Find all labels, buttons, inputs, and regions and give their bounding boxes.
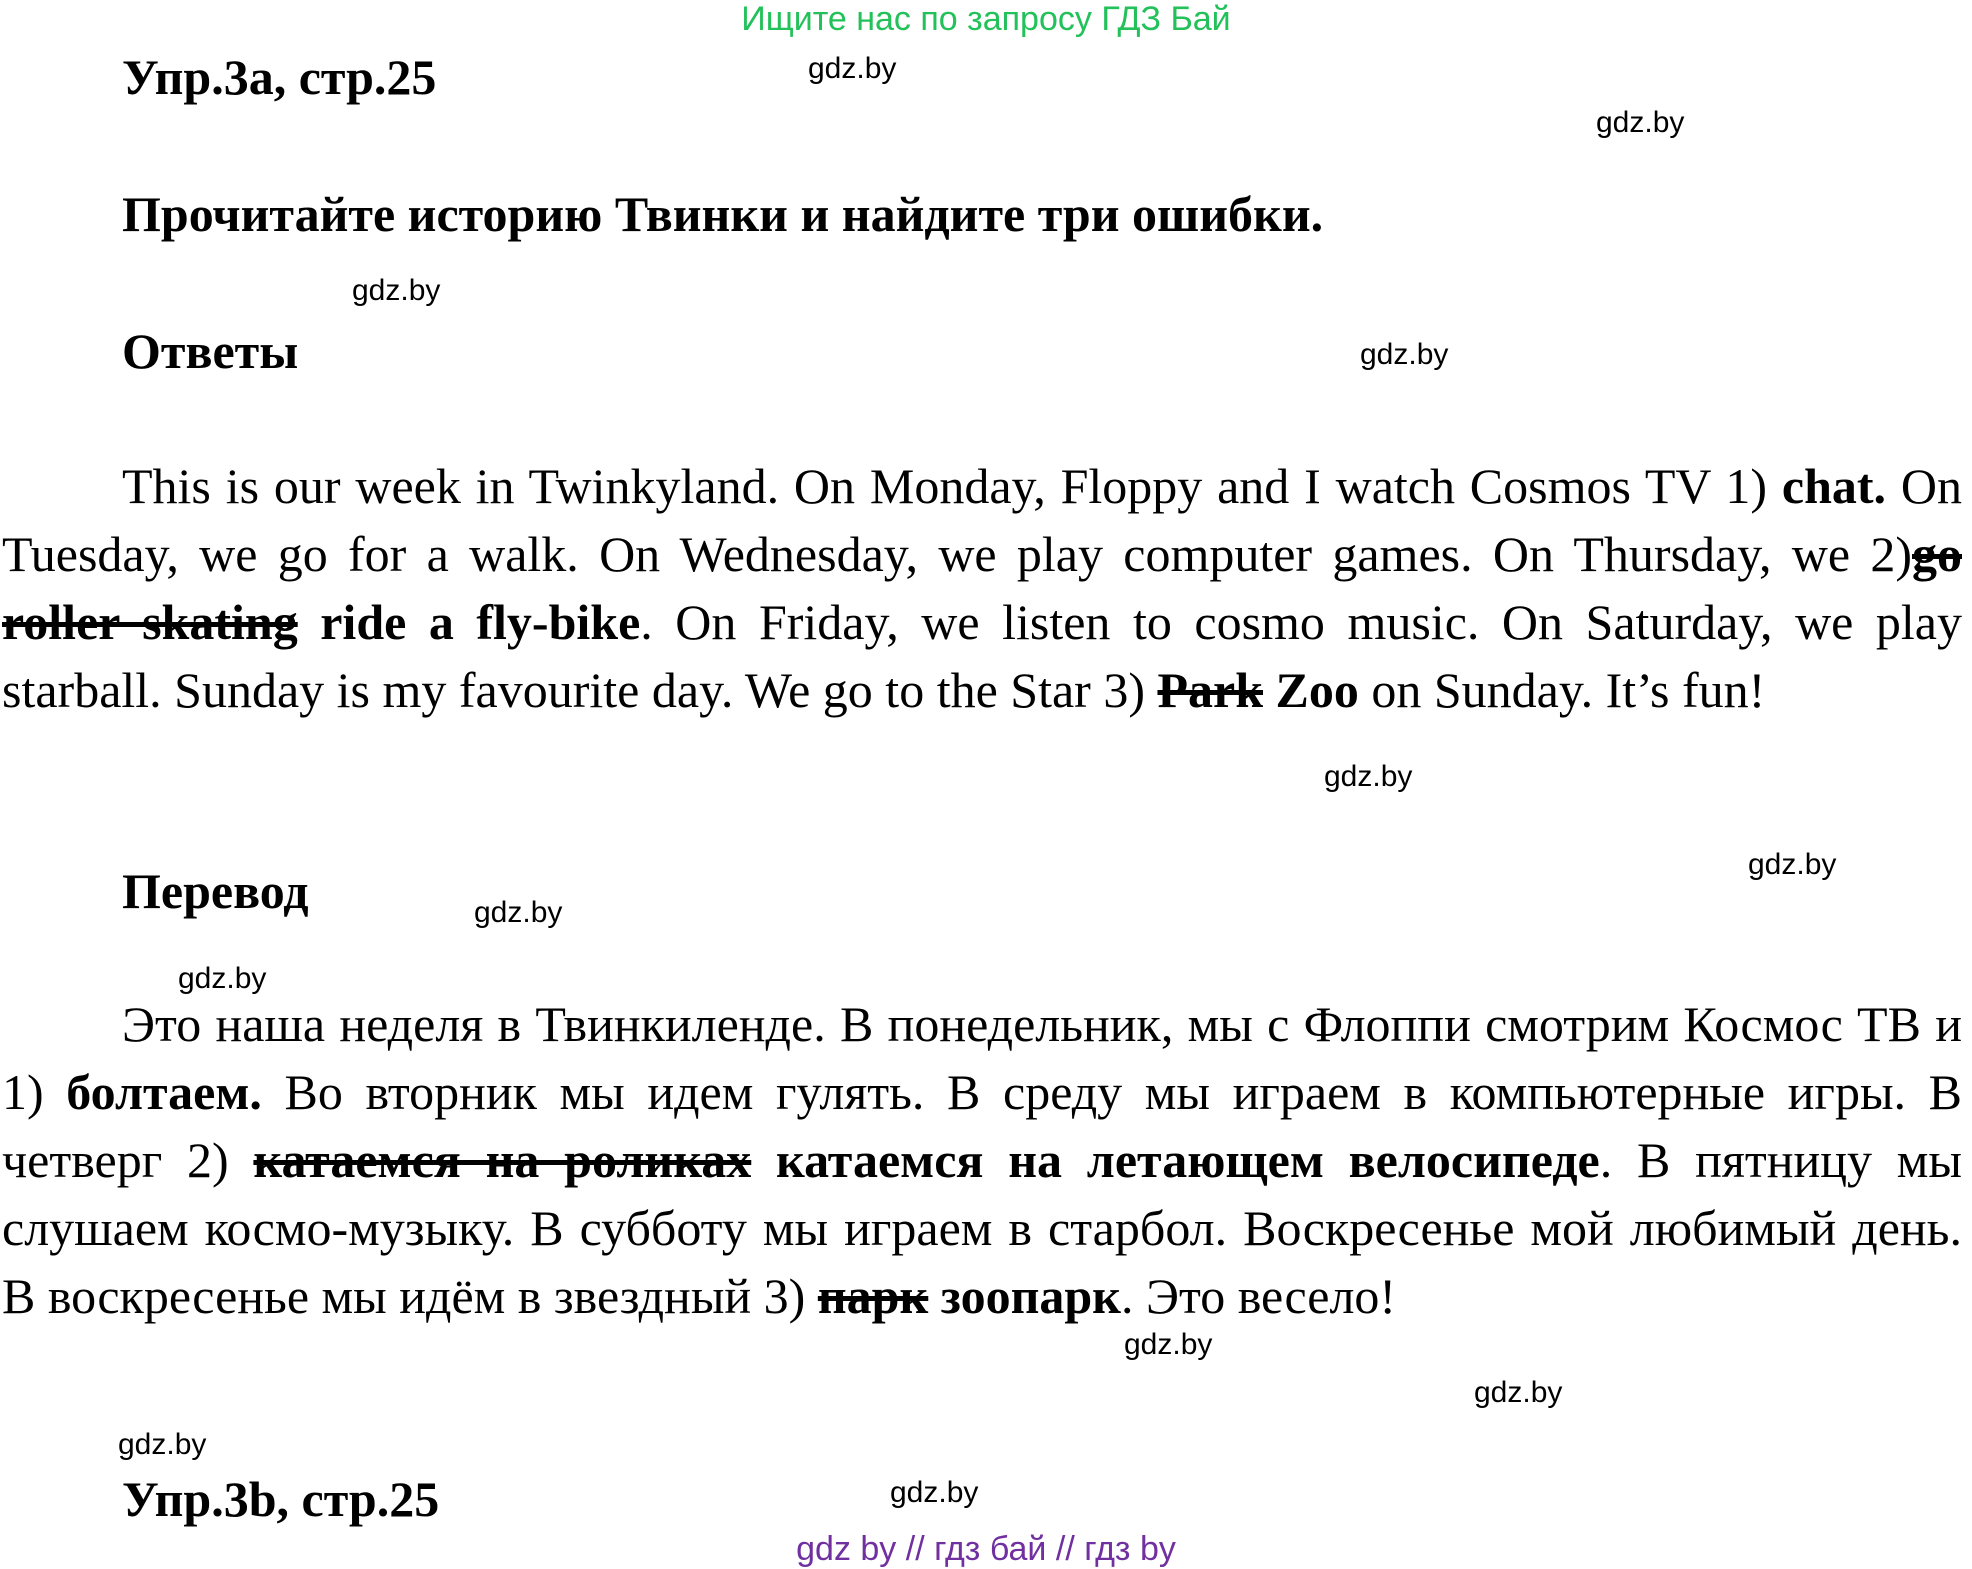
ru-space-1 bbox=[751, 1132, 776, 1188]
ru-text-1: Это наша неделя в Твинкиленде. В понедельник, мы с Флоппи смотрим Космос ТВ и 1) bbox=[2, 996, 1962, 1120]
en-strike-1: go roller skating bbox=[2, 526, 1962, 650]
en-text-3: . On Friday, we listen to cosmo music. On Saturday, we play starball. Sunday is my favourite day. We go to the Star 3) bbox=[2, 594, 1962, 718]
ru-answer-3: зоопарк bbox=[940, 1268, 1121, 1324]
watermark: gdz.by bbox=[1360, 338, 1449, 371]
en-answer-3: Zoo bbox=[1275, 662, 1359, 718]
ru-answer-1: болтаем. bbox=[66, 1064, 262, 1120]
watermark: gdz.by bbox=[118, 1428, 207, 1461]
next-exercise-title: Упр.3b, стр.25 bbox=[122, 1471, 440, 1527]
watermark: gdz.by bbox=[474, 896, 563, 929]
en-answer-2: ride a fly-bike bbox=[320, 594, 641, 650]
en-answer-1: chat. bbox=[1781, 458, 1887, 514]
top-banner: Ищите нас по запросу ГДЗ Бай bbox=[741, 0, 1231, 38]
answers-heading: Ответы bbox=[122, 323, 299, 379]
ru-space-2 bbox=[928, 1268, 941, 1324]
en-space-1 bbox=[298, 594, 321, 650]
exercise-title: Упр.3а, стр.25 bbox=[122, 49, 437, 105]
en-space-2 bbox=[1263, 662, 1276, 718]
ru-strike-1: катаемся на роликах bbox=[253, 1132, 752, 1188]
english-paragraph bbox=[2, 452, 1962, 724]
watermark: gdz.by bbox=[1474, 1376, 1563, 1409]
task-text: Прочитайте историю Твинки и найдите три ошибки. bbox=[122, 186, 1324, 242]
russian-paragraph bbox=[2, 990, 1962, 1330]
watermark: gdz.by bbox=[178, 962, 267, 995]
watermark: gdz.by bbox=[1124, 1328, 1213, 1361]
watermark: gdz.by bbox=[352, 274, 441, 307]
ru-text-4: . Это весело! bbox=[1121, 1268, 1397, 1324]
watermark: gdz.by bbox=[808, 52, 897, 85]
ru-text-2: Во вторник мы идем гулять. В среду мы играем в компьютерные игры. В четверг 2) bbox=[2, 1064, 1963, 1188]
en-text-2: On Tuesday, we go for a walk. On Wednesday, we play computer games. On Thursday, we 2) bbox=[2, 458, 1962, 582]
ru-strike-2: парк bbox=[817, 1268, 929, 1324]
watermark: gdz.by bbox=[1324, 760, 1413, 793]
ru-answer-2: катаемся на летающем велосипеде bbox=[776, 1132, 1600, 1188]
en-strike-2: Park bbox=[1157, 662, 1264, 718]
watermark: gdz.by bbox=[890, 1476, 979, 1509]
en-text-1: This is our week in Twinkyland. On Monday, Floppy and I watch Cosmos TV 1) bbox=[122, 458, 1782, 514]
en-text-4: on Sunday. It’s fun! bbox=[1358, 662, 1766, 718]
watermark: gdz.by bbox=[1748, 848, 1837, 881]
watermark: gdz.by bbox=[1596, 106, 1685, 139]
ru-text-3: . В пятницу мы слушаем космо-музыку. В субботу мы играем в старбол. Воскресенье мой любимый день. В воскресенье мы идём в звездный 3) bbox=[2, 1132, 1963, 1324]
translation-heading: Перевод bbox=[122, 863, 309, 919]
footer-banner: gdz by // гдз бай // гдз by bbox=[796, 1530, 1176, 1568]
